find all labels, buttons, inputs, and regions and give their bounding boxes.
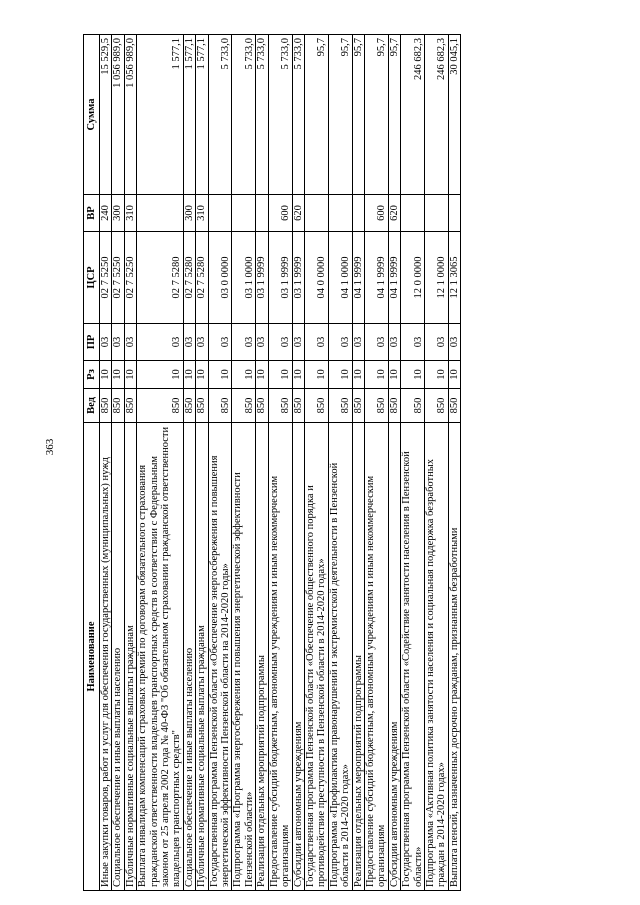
cell-ved: 850: [100, 389, 112, 423]
cell-rz: 10: [352, 361, 364, 389]
table-row: [424, 35, 448, 891]
cell-name: Государственная программа Пензенской области «Обеспечение общественного порядка и противодействие преступности в Пензенской области в 2014-2020 годах»: [304, 423, 328, 891]
cell-csr: 04 1 9999: [388, 232, 400, 324]
cell-pr: 03: [183, 324, 195, 361]
cell-rz: 10: [424, 361, 448, 389]
cell-rz: 10: [232, 361, 256, 389]
header-csr: ЦСР: [84, 232, 100, 324]
cell-sum: 5 733,0: [232, 35, 256, 195]
cell-csr: 04 1 0000: [328, 232, 352, 324]
cell-csr: 04 1 9999: [364, 232, 388, 324]
cell-name: Публичные нормативные социальные выплаты гражданам: [124, 423, 136, 891]
cell-rz: 10: [388, 361, 400, 389]
cell-rz: 10: [208, 361, 232, 389]
cell-sum: 15 529,5: [100, 35, 112, 195]
rotated-page: [83, 35, 559, 891]
cell-sum: 1 056 989,0: [124, 35, 136, 195]
cell-rz: 10: [268, 361, 292, 389]
cell-pr: 03: [232, 324, 256, 361]
cell-ved: 850: [304, 389, 328, 423]
cell-vr: [328, 195, 352, 232]
cell-sum: 95,7: [352, 35, 364, 195]
table-row: [448, 35, 460, 891]
header-sum: Сумма: [84, 35, 100, 195]
cell-name: Реализация отдельных мероприятий подпрограммы: [352, 423, 364, 891]
cell-csr: 02 7 5280: [137, 232, 184, 324]
cell-rz: 10: [304, 361, 328, 389]
cell-name: Государственная программа Пензенской области «Обеспечение энергосбережения и повышения энергетической эффективности Пензенской области на 2014-2020 годы»: [208, 423, 232, 891]
cell-csr: 02 7 5250: [100, 232, 112, 324]
table-row: [364, 35, 388, 891]
cell-ved: 850: [448, 389, 460, 423]
cell-name: Выплата пенсий, назначенных досрочно гражданам, признанным безработными: [448, 423, 460, 891]
cell-pr: 03: [100, 324, 112, 361]
cell-rz: 10: [112, 361, 124, 389]
cell-name: Субсидии автономным учреждениям: [292, 423, 304, 891]
table-row: [232, 35, 256, 891]
cell-ved: 850: [196, 389, 208, 423]
cell-name: Социальное обеспечение и иные выплаты населению: [183, 423, 195, 891]
cell-pr: 03: [424, 324, 448, 361]
cell-vr: 620: [292, 195, 304, 232]
cell-ved: 850: [124, 389, 136, 423]
table-row: [112, 35, 124, 891]
cell-vr: 310: [196, 195, 208, 232]
cell-vr: [448, 195, 460, 232]
cell-vr: [208, 195, 232, 232]
cell-sum: 5 733,0: [268, 35, 292, 195]
cell-csr: 12 1 3065: [448, 232, 460, 324]
cell-ved: 850: [183, 389, 195, 423]
cell-rz: 10: [448, 361, 460, 389]
cell-pr: 03: [304, 324, 328, 361]
header-pr: ПР: [84, 324, 100, 361]
table-row: [183, 35, 195, 891]
cell-name: Иные закупки товаров, работ и услуг для обеспечения государственных (муниципальных) нужд: [100, 423, 112, 891]
cell-rz: 10: [328, 361, 352, 389]
table-row: [196, 35, 208, 891]
table-row: [268, 35, 292, 891]
cell-vr: [232, 195, 256, 232]
cell-csr: 03 0 0000: [208, 232, 232, 324]
cell-vr: 600: [364, 195, 388, 232]
cell-sum: 1 056 989,0: [112, 35, 124, 195]
cell-csr: 03 1 9999: [292, 232, 304, 324]
cell-pr: 03: [448, 324, 460, 361]
cell-pr: 03: [196, 324, 208, 361]
cell-csr: 12 1 0000: [424, 232, 448, 324]
cell-vr: 620: [388, 195, 400, 232]
cell-pr: 03: [401, 324, 425, 361]
cell-sum: 95,7: [388, 35, 400, 195]
header-ved: Вед: [84, 389, 100, 423]
cell-vr: [137, 195, 184, 232]
cell-ved: 850: [137, 389, 184, 423]
cell-sum: 246 682,3: [424, 35, 448, 195]
cell-name: Подпрограмма «Программа энергосбережения и повышения энергетической эффективности Пензенской области»: [232, 423, 256, 891]
cell-csr: 03 1 9999: [256, 232, 268, 324]
table-row: [388, 35, 400, 891]
cell-ved: 850: [268, 389, 292, 423]
header-name: Наименование: [84, 423, 100, 891]
cell-pr: 03: [124, 324, 136, 361]
cell-sum: 5 733,0: [208, 35, 232, 195]
cell-pr: 03: [388, 324, 400, 361]
table-row: [208, 35, 232, 891]
cell-rz: 10: [137, 361, 184, 389]
cell-pr: 03: [268, 324, 292, 361]
cell-rz: 10: [256, 361, 268, 389]
cell-rz: 10: [183, 361, 195, 389]
cell-pr: 03: [208, 324, 232, 361]
cell-sum: 95,7: [328, 35, 352, 195]
cell-rz: 10: [100, 361, 112, 389]
table-row: [256, 35, 268, 891]
cell-name: Государственная программа Пензенской области «Содействие занятости населения в Пензенской области»: [401, 423, 425, 891]
cell-rz: 10: [364, 361, 388, 389]
table-row: [124, 35, 136, 891]
cell-name: Предоставление субсидий бюджетным, автономным учреждениям и иным некоммерческим организациям: [364, 423, 388, 891]
cell-rz: 10: [124, 361, 136, 389]
cell-rz: 10: [292, 361, 304, 389]
cell-vr: 600: [268, 195, 292, 232]
table-row: [328, 35, 352, 891]
cell-sum: 246 682,3: [401, 35, 425, 195]
cell-vr: [401, 195, 425, 232]
cell-rz: 10: [401, 361, 425, 389]
cell-name: Подпрограмма «Профилактика правонарушений и экстремистской деятельности в Пензенской области в 2014-2020 годах»: [328, 423, 352, 891]
cell-vr: [256, 195, 268, 232]
cell-csr: 02 7 5280: [196, 232, 208, 324]
cell-csr: 12 0 0000: [401, 232, 425, 324]
cell-pr: 03: [292, 324, 304, 361]
cell-pr: 03: [256, 324, 268, 361]
cell-ved: 850: [352, 389, 364, 423]
page-number: 363: [44, 438, 56, 456]
cell-pr: 03: [364, 324, 388, 361]
cell-pr: 03: [328, 324, 352, 361]
cell-pr: 03: [352, 324, 364, 361]
cell-csr: 02 7 5250: [112, 232, 124, 324]
cell-ved: 850: [364, 389, 388, 423]
cell-vr: 300: [183, 195, 195, 232]
cell-sum: 1 577,1: [137, 35, 184, 195]
cell-ved: 850: [401, 389, 425, 423]
cell-sum: 95,7: [364, 35, 388, 195]
cell-name: Социальное обеспечение и иные выплаты населению: [112, 423, 124, 891]
cell-csr: 04 0 0000: [304, 232, 328, 324]
cell-ved: 850: [328, 389, 352, 423]
cell-name: Подпрограмма «Активная политика занятости населения и социальная поддержка безработных граждан в 2014-2020 годах»: [424, 423, 448, 891]
table-body: [100, 35, 461, 891]
cell-ved: 850: [208, 389, 232, 423]
cell-vr: [304, 195, 328, 232]
table-header-row: [84, 35, 100, 891]
header-rz: Рз: [84, 361, 100, 389]
cell-name: Субсидии автономным учреждениям: [388, 423, 400, 891]
budget-table: [83, 34, 461, 891]
cell-sum: 95,7: [304, 35, 328, 195]
cell-rz: 10: [196, 361, 208, 389]
cell-csr: 03 1 0000: [232, 232, 256, 324]
header-vr: ВР: [84, 195, 100, 232]
cell-ved: 850: [388, 389, 400, 423]
cell-csr: 03 1 9999: [268, 232, 292, 324]
cell-vr: 310: [124, 195, 136, 232]
cell-vr: [352, 195, 364, 232]
table-row: [137, 35, 184, 891]
cell-vr: 300: [112, 195, 124, 232]
cell-sum: 5 733,0: [292, 35, 304, 195]
cell-pr: 03: [137, 324, 184, 361]
cell-ved: 850: [256, 389, 268, 423]
cell-name: Выплата инвалидам компенсаций страховых премий по договорам обязательного страхования гражданской ответственности владельцев транспортных средств в соответствии с Федеральным законом от 25 апреля 2002 года № 40-ФЗ "Об обязательном страховании гражданской ответственности владельцев транспортных средств": [137, 423, 184, 891]
cell-csr: 02 7 5280: [183, 232, 195, 324]
cell-ved: 850: [292, 389, 304, 423]
table-row: [292, 35, 304, 891]
cell-vr: 240: [100, 195, 112, 232]
table-row: [304, 35, 328, 891]
cell-name: Реализация отдельных мероприятий подпрограммы: [256, 423, 268, 891]
cell-sum: 1 577,1: [196, 35, 208, 195]
cell-name: Публичные нормативные социальные выплаты гражданам: [196, 423, 208, 891]
cell-ved: 850: [424, 389, 448, 423]
cell-csr: 04 1 9999: [352, 232, 364, 324]
table-row: [401, 35, 425, 891]
cell-sum: 5 733,0: [256, 35, 268, 195]
table-row: [352, 35, 364, 891]
cell-ved: 850: [112, 389, 124, 423]
cell-sum: 1 577,1: [183, 35, 195, 195]
cell-vr: [424, 195, 448, 232]
cell-ved: 850: [232, 389, 256, 423]
cell-name: Предоставление субсидий бюджетным, автономным учреждениям и иным некоммерческим организациям: [268, 423, 292, 891]
cell-pr: 03: [112, 324, 124, 361]
cell-csr: 02 7 5250: [124, 232, 136, 324]
table-row: [100, 35, 112, 891]
cell-sum: 30 045,1: [448, 35, 460, 195]
